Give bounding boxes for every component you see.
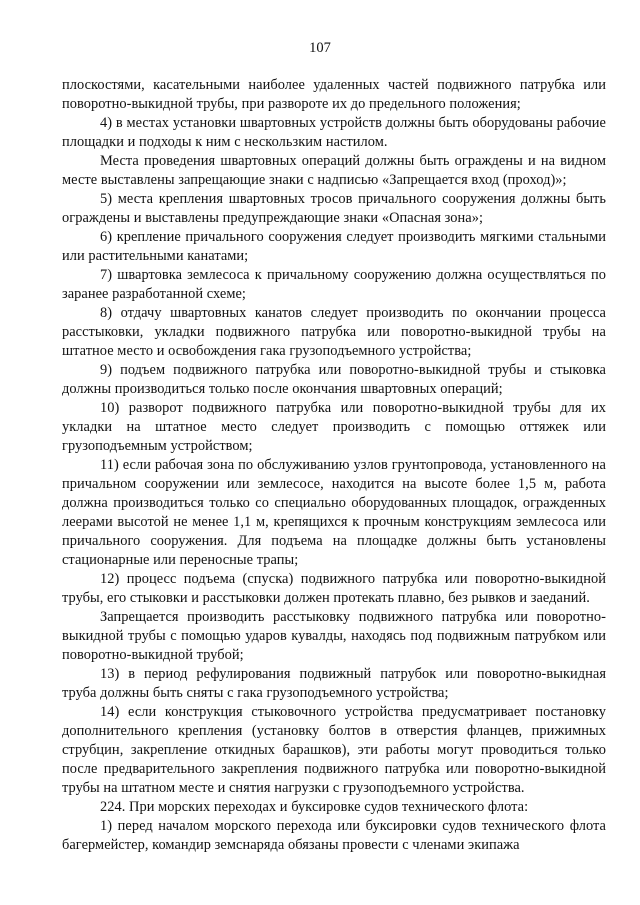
section-heading: 224. При морских переходах и буксировке судов технического флота: <box>100 799 529 815</box>
paragraph: 7) швартовка землесоса к причальному сооружению должна осуществляться по заранее разработанной схеме; <box>62 267 606 302</box>
paragraph: плоскостями, касательными наиболее удаленных частей подвижного патрубка или поворотно-выкидной трубы, при развороте их до предельного положения; <box>62 77 606 112</box>
paragraph: 12) процесс подъема (спуска) подвижного патрубка или поворотно-выкидной трубы, его стыковки и расстыковки должен протекать плавно, без рывков и заеданий. <box>62 571 606 606</box>
document-body <box>62 76 606 855</box>
paragraph: 13) в период рефулирования подвижный патрубок или поворотно-выкидная труба должны быть сняты с гака грузоподъемного устройства; <box>62 666 606 701</box>
paragraph: Запрещается производить расстыковку подвижного патрубка или поворотно-выкидной трубы с помощью ударов кувалды, находясь под подвижным патрубком или поворотно-выкидной трубой; <box>62 609 606 663</box>
paragraph: 4) в местах установки швартовных устройств должны быть оборудованы рабочие площадки и подходы к ним с нескользким настилом. <box>62 115 606 150</box>
paragraph: 11) если рабочая зона по обслуживанию узлов грунтопровода, установленного на причальном сооружении или землесосе, находится на высоте более 1,5 м, работа должна производиться только со специально оборудованных площадок, огражденных леерами высотой не менее 1,1 м, крепящихся к прочным конструкциям землесоса или причального сооружения. Для подъема на площадке должны быть установлены стационарные или переносные трапы; <box>62 457 606 568</box>
paragraph: 8) отдачу швартовных канатов следует производить по окончании процесса расстыковки, укладки подвижного патрубка или поворотно-выкидной трубы на штатное место и освобождения гака грузоподъемного устройства; <box>62 305 606 359</box>
paragraph: 9) подъем подвижного патрубка или поворотно-выкидной трубы и стыковка должны производиться только после окончания швартовных операций; <box>62 362 606 397</box>
paragraph: Места проведения швартовных операций должны быть ограждены и на видном месте выставлены запрещающие знаки с надписью «Запрещается вход (проход)»; <box>62 153 606 188</box>
paragraph: 6) крепление причального сооружения следует производить мягкими стальными или растительными канатами; <box>62 229 606 264</box>
paragraph: 1) перед началом морского перехода или буксировки судов технического флота багермейстер, командир земснаряда обязаны провести с членами экипажа <box>62 818 606 853</box>
paragraph: 14) если конструкция стыковочного устройства предусматривает постановку дополнительного крепления (установку болтов в отверстия фланцев, прижимных струбцин, закрепление откидных барашков), эти работы могут проводиться только после предварительного закрепления подвижного патрубка или поворотно-выкидной трубы на штатном месте и снятия нагрузки с грузоподъемного устройства. <box>62 704 606 796</box>
paragraph: 5) места крепления швартовных тросов причального сооружения должны быть ограждены и выставлены предупреждающие знаки «Опасная зона»; <box>62 191 606 226</box>
page-number: 107 <box>309 40 331 56</box>
paragraph: 10) разворот подвижного патрубка или поворотно-выкидной трубы для их укладки на штатное место следует производить с помощью оттяжек или грузоподъемным устройством; <box>62 400 606 454</box>
